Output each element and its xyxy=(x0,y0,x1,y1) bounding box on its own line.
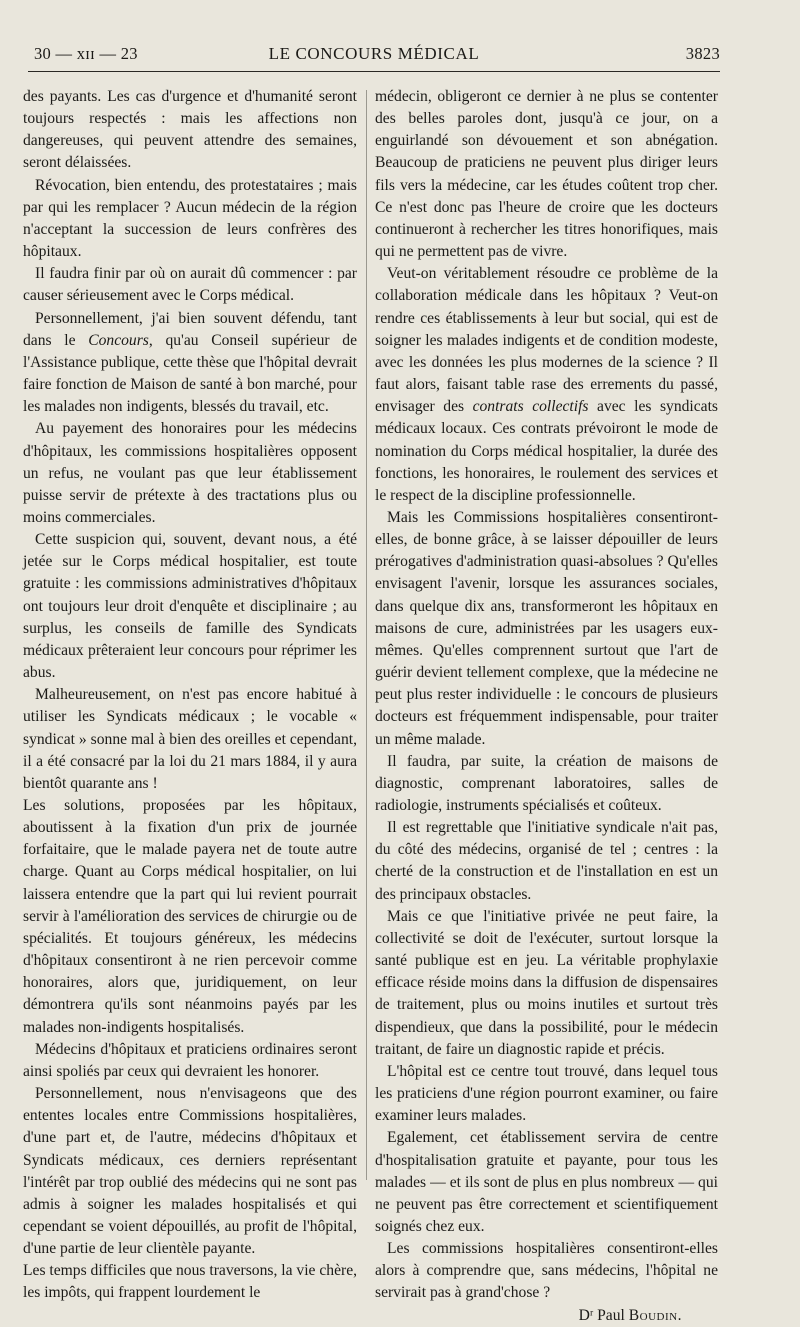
paragraph-text: , qu'au Conseil supérieur de l'Assistance publique, cette thèse que l'hôpital devrait faire fonction de Maison de santé à bon marché, pour les malades non indigents, blessés du travail, etc. xyxy=(23,331,357,416)
paragraph: Les temps difficiles que nous traversons, la vie chère, les impôts, qui frappent lourdement le xyxy=(23,1262,358,1302)
contracts-emphasis: contrats collectifs xyxy=(472,398,589,416)
paragraph: Personnellement, nous n'envisageons que des ententes locales entre Commissions hospitalières, d'une part et, de l'autre, médecins d'hôpitaux et Syndicats médicaux, ces derniers représentant l'intérêt par trop oublié des médecins qui ne sont pas admis à soigner les malades hospitalisés et qui cependant se voient dépouillés, au profit de l'hôpital, d'une partie de leur clientèle payante. xyxy=(23,1085,357,1258)
paragraph: Mais les Commissions hospitalières consentiront-elles, de bonne grâce, à se laisser dépouiller de leurs prérogatives d'administration quasi-absolues ? Qu'elles envisagent l'avenir, lorsque les assurances sociales, dans quelque dix ans, transformeront les hôpitaux en maisons de cure, administrées par les usagers eux-mêmes. Qu'elles comprennent surtout que l'art de guérir devient tellement complexe, que la médecine ne peut plus rester individuelle : le concours de plusieurs docteurs est fréquemment indispensable, pour traiter un même malade. xyxy=(375,508,718,748)
journal-name-emphasis: Concours xyxy=(88,331,149,349)
author-signature xyxy=(375,1305,718,1327)
journal-title: LE CONCOURS MÉDICAL xyxy=(268,44,480,63)
page-reference: 30 — xɪɪ — 23 xyxy=(34,44,138,63)
paragraph: L'hôpital est ce centre tout trouvé, dans lequel tous les praticiens d'une région pourront examiner, ou faire examiner leurs malades. xyxy=(375,1062,718,1125)
header-rule xyxy=(28,71,720,72)
paragraph: médecin, obligeront ce dernier à ne plus se contenter des belles paroles dont, jusqu'à ce jour, on a enguirlandé son dévouement et son abnégation. Beaucoup de praticiens ne peuvent plus diriger leurs fils vers la médecine, car les études coûtent trop cher. Ce n'est donc pas l'heure de croire que les docteurs continueront à rechercher les titres honorifiques, mais qui ne permettent pas de vivre. xyxy=(375,88,718,261)
left-column xyxy=(23,86,357,1305)
right-column xyxy=(375,86,718,1327)
paragraph: Il faudra finir par où on aurait dû commencer : par causer sérieusement avec le Corps médical. xyxy=(23,265,357,305)
column-divider xyxy=(366,90,367,1180)
paragraph xyxy=(375,263,718,507)
paragraph-text: Veut-on véritablement résoudre ce problème de la collaboration médicale dans les hôpitaux ? Veut-on rendre ces établissements à leur but social, qui est de soigner les malades indigents et de condition modeste, avec les données les plus modernes de la science ? Il faut alors, faisant table rase des errements du passé, envisager des xyxy=(375,265,718,416)
paragraph: Malheureusement, on n'est pas encore habitué à utiliser les Syndicats médicaux ; le vocable « syndicat » sonne mal à bien des oreilles et cependant, il a été consacré par la loi du 21 mars 1884, il y aura bientôt quarante ans ! xyxy=(23,686,357,792)
paragraph: Médecins d'hôpitaux et praticiens ordinaires seront ainsi spoliés par ceux qui devraient les honorer. xyxy=(23,1040,357,1080)
paragraph: Révocation, bien entendu, des protestataires ; mais par qui les remplacer ? Aucun médecin de la région n'acceptant la succession de leurs confrères des hôpitaux. xyxy=(23,176,357,261)
paragraph-text: Personnellement, j'ai bien souvent défendu, tant dans le xyxy=(23,309,357,349)
page-number: 3823 xyxy=(685,44,720,63)
paragraph: Il faudra, par suite, la création de maisons de diagnostic, comprenant laboratoires, salles de radiologie, instruments spécialisés et coûteux. xyxy=(375,752,718,814)
signature-title: Dʳ Paul xyxy=(578,1306,629,1324)
paragraph xyxy=(23,308,357,419)
paragraph: Les solutions, proposées par les hôpitaux, aboutissent à la fixation d'un prix de journée forfaitaire, que le malade payera net de toute autre charge. Quant au Corps médical hospitalier, on lui laissera entendre que la part qui lui revient pourrait servir à l'amélioration des services de chirurgie ou de spécialités. Et toujours généreux, les médecins d'hôpitaux consentiront à ne rien percevoir comme honoraires, alors que, juridiquement, on leur démontrera qu'ils sont néanmoins payés par les malades non-indigents hospitalisés. xyxy=(23,797,357,1036)
paragraph: Il est regrettable que l'initiative syndicale n'ait pas, du côté des médecins, organisé de tel ; centres : la cherté de la construction et de l'installation en est un des principaux obstacles. xyxy=(375,819,718,903)
page-header xyxy=(28,44,720,70)
paragraph: Egalement, cet établissement servira de centre d'hospitalisation gratuite et payante, pour tous les malades — et ils sont de plus en plus nombreux — qui ne peuvent pas être correctement et scientifiquement soignés chez eux. xyxy=(375,1129,718,1235)
paragraph: Mais ce que l'initiative privée ne peut faire, la collectivité se doit de l'exécuter, surtout lorsque la santé publique est en jeu. La véritable prophylaxie efficace réside moins dans la diffusion de dispensaires de traitement, plus ou moins inutiles et surtout très dispendieux, que dans la possibilité, pour le médecin traitant, de faire un diagnostic rapide et précis. xyxy=(375,907,718,1058)
paragraph-text: avec les syndicats médicaux locaux. Ces contrats prévoiront le mode de nomination du Corps médical hospitalier, la durée des fonctions, les honoraires, le roulement des services et le respect de la discipline professionnelle. xyxy=(375,398,718,504)
paragraph: Au payement des honoraires pour les médecins d'hôpitaux, les commissions hospitalières opposent un refus, ne voulant pas que leur établissement puisse servir de prétexte à des tractations plus ou moins commerciales. xyxy=(23,420,357,526)
paragraph: Cette suspicion qui, souvent, devant nous, a été jetée sur le Corps médical hospitalier, est toute gratuite : les commissions administratives d'hôpitaux ont toujours leur droit d'enquête et disciplinaire ; au surplus, les conseils de famille des Syndicats médicaux prêteraient leur concours pour réprimer les abus. xyxy=(23,531,357,682)
paragraph: Les commissions hospitalières consentiront-elles alors à comprendre que, sans médecins, l'hôpital ne servirait pas à grand'chose ? xyxy=(375,1240,718,1302)
paragraph: des payants. Les cas d'urgence et d'humanité seront toujours respectés : mais les affections non dangereuses, qui peuvent attendre des semaines, seront délaissées. xyxy=(23,88,357,172)
signature-name: Boudin. xyxy=(628,1306,682,1324)
